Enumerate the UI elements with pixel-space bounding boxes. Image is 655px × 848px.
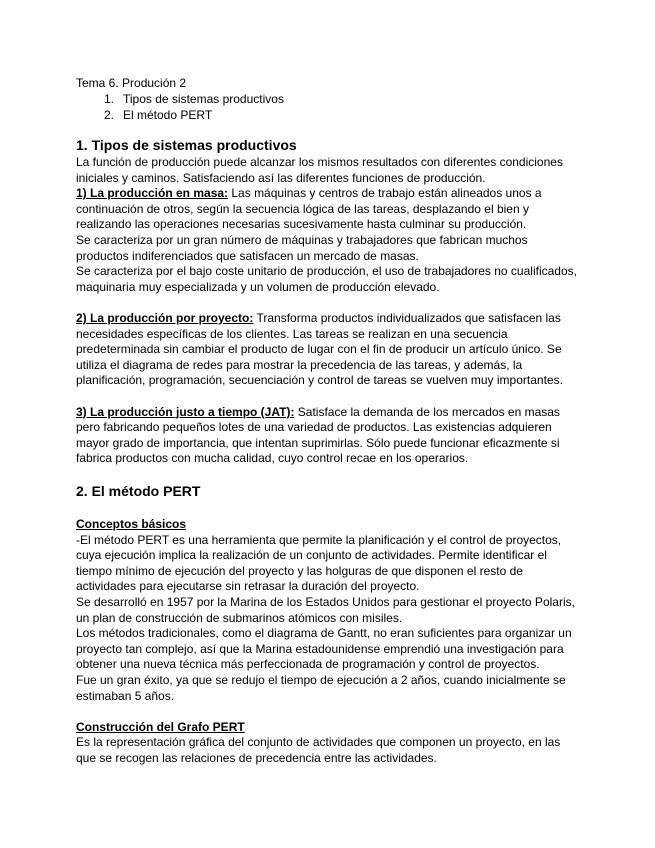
paragraph-pert-exito: Fue un gran éxito, ya que se redujo el tiempo de ejecución a 2 años, cuando inicialmente se estimaban 5 años.: [76, 673, 566, 703]
document-title: Tema 6. Produción 2: [76, 76, 187, 90]
paragraph-pert-historia: Se desarrolló en 1957 por la Marina de los Estados Unidos para gestionar el proyecto Polaris, un plan de construcción de submarinos atómicos con misiles.: [76, 595, 575, 625]
paragraph-pert-definicion: -El método PERT es una herramienta que permite la planificación y el control de proyectos, cuya ejecución implica la realización de un conjunto de actividades. Permite identificar el tiempo mínimo de ejecución del proyecto y las holguras de que disponen el resto de actividades para ejecutarse sin retrasar la duración del proyecto.: [76, 532, 562, 594]
label-construccion-grafo: Construcción del Grafo PERT: [76, 719, 245, 734]
section-heading-tipos: 1. Tipos de sistemas productivos: [76, 137, 297, 153]
paragraph-masa-costes: Se caracteriza por el bajo coste unitario de producción, el uso de trabajadores no cualificados, maquinaria muy especializada y un volumen de producción elevado.: [76, 264, 577, 294]
paragraph-grafo-definicion: Es la representación gráfica del conjunto de actividades que componen un proyecto, en las que se recogen las relaciones de precedencia entre las actividades.: [76, 735, 561, 765]
blank-line: [76, 389, 580, 405]
blank-line: [76, 295, 580, 311]
subheading-conceptos: [76, 517, 580, 533]
blank-line: [76, 704, 580, 720]
subheading-construccion: [76, 720, 580, 736]
paragraph-masa-caracteristicas: Se caracteriza por un gran número de máquinas y trabajadores que fabrican muchos productos indiferenciados que satisfacen un mercado de masas.: [76, 232, 528, 263]
document-body: [76, 136, 580, 767]
text-produccion-masa: Las máquinas y centros de trabajo están alineados unos a continuación de otros, según la secuencia lógica de las tareas, desplazando el bien y realizando las operaciones necesarias sucesivamente hasta culminar su producción.: [76, 186, 542, 232]
section-heading-pert: 2. El método PERT: [76, 483, 201, 500]
toc-item: [76, 92, 576, 108]
toc-item: [76, 108, 576, 124]
blank-line: [76, 467, 580, 483]
table-of-contents: [76, 92, 576, 123]
text-produccion-proyecto: Transforma productos individualizados que satisfacen las necesidades específicas de los clientes. Las tareas se realizan en una secuencia predeterminada sin cambiar el producto de lugar con el fin de producir un artículo único. Se utiliza el diagrama de redes para mostrar la precedencia de las tareas, y además, la planificación, programación, secuenciación y control de tareas se vuelven muy importantes.: [76, 310, 563, 388]
toc-item-number: 1.: [103, 92, 114, 106]
paragraph-produccion-proyecto: [76, 311, 580, 389]
toc-item-label: Tipos de sistemas productivos: [123, 92, 284, 106]
blank-line: [76, 501, 580, 517]
paragraph-pert-metodos: Los métodos tradicionales, como el diagrama de Gantt, no eran suficientes para organizar un proyecto tan complejo, así que la Marina estadounidense emprendió una investigación para obtener una nueva técnica más perfeccionada de programación y control de proyectos.: [76, 626, 572, 672]
paragraph-intro: La función de producción puede alcanzar los mismos resultados con diferentes condiciones iniciales y caminos. Satisfaciendo así las diferentes funciones de producción.: [76, 155, 563, 185]
label-produccion-jat: 3) La producción justo a tiempo (JAT):: [76, 404, 295, 419]
label-produccion-proyecto: 2) La producción por proyecto:: [76, 310, 254, 325]
label-conceptos-basicos: Conceptos básicos: [76, 517, 187, 532]
toc-item-label: El método PERT: [123, 107, 213, 122]
paragraph-produccion-jat: [76, 405, 580, 467]
text-produccion-jat: Satisface la demanda de los mercados en masas pero fabricando pequeños lotes de una variedad de productos. Las existencias adquieren mayor grado de importancia, que intentan suprimirlas. Sólo puede funcionar eficazmente si fabrica productos con mucha calidad, cuyo control recae en los operarios.: [76, 404, 560, 466]
toc-item-number: 2.: [103, 107, 114, 122]
paragraph-produccion-masa: [76, 186, 580, 233]
label-produccion-masa: 1) La producción en masa:: [76, 186, 229, 201]
